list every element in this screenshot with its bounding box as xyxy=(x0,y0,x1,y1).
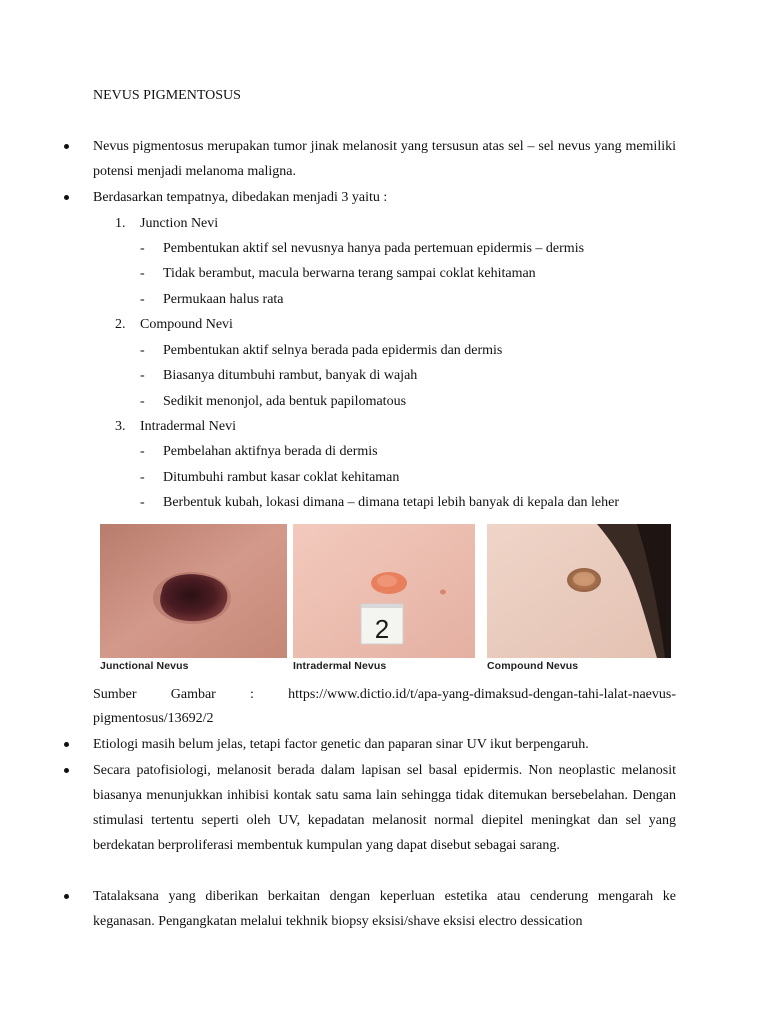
item-name: Junction Nevi xyxy=(140,216,219,231)
dash-item-text: Berbentuk kubah, lokasi dimana – dimana tetapi lebih banyak di kepala dan leher xyxy=(163,495,620,510)
bullet-item xyxy=(64,758,676,858)
numbered-item-junction-nevi xyxy=(115,211,218,236)
dash-icon: - xyxy=(140,444,145,459)
item-number: 3. xyxy=(115,419,126,434)
junctional-nevus-photo xyxy=(100,524,287,658)
compound-nevus-photo xyxy=(487,524,671,658)
dash-item xyxy=(140,490,619,515)
dash-item-text: Permukaan halus rata xyxy=(163,292,284,307)
dash-item-text: Pembentukan aktif selnya berada pada epidermis dan dermis xyxy=(163,343,503,358)
dash-item-text: Tidak berambut, macula berwarna terang sampai coklat kehitaman xyxy=(163,266,536,281)
bullet-item xyxy=(64,884,676,934)
dash-item xyxy=(140,439,378,464)
source-url-part-2: pigmentosus/13692/2 xyxy=(93,711,214,726)
source-word: : xyxy=(250,687,254,702)
item-number: 1. xyxy=(115,216,126,231)
caption-junctional-nevus: Junctional Nevus xyxy=(100,660,189,672)
bullet-text: Berdasarkan tempatnya, dibedakan menjadi 3 yaitu : xyxy=(93,190,388,205)
dash-item-text: Ditumbuhi rambut kasar coklat kehitaman xyxy=(163,470,400,485)
dash-icon: - xyxy=(140,343,145,358)
dash-item xyxy=(140,261,536,286)
source-word: Gambar xyxy=(170,687,216,702)
bullet-dot-icon xyxy=(64,768,69,773)
bullet-dot-icon xyxy=(64,144,69,149)
bullet-text: Etiologi masih belum jelas, tetapi factor genetic dan paparan sinar UV ikut berpengaruh. xyxy=(93,737,589,752)
dash-item-text: Pembelahan aktifnya berada di dermis xyxy=(163,444,378,459)
dash-item xyxy=(140,465,399,490)
bullet-item xyxy=(64,185,676,210)
dash-item xyxy=(140,389,406,414)
numbered-item-compound-nevi xyxy=(115,312,233,337)
dash-item xyxy=(140,338,502,363)
numbered-item-intradermal-nevi xyxy=(115,414,236,439)
document-title: NEVUS PIGMENTOSUS xyxy=(93,88,241,103)
dash-icon: - xyxy=(140,394,145,409)
bullet-item xyxy=(64,134,676,184)
dash-icon: - xyxy=(140,241,145,256)
dash-item-text: Pembentukan aktif sel nevusnya hanya pada pertemuan epidermis – dermis xyxy=(163,241,585,256)
dash-icon: - xyxy=(140,292,145,307)
dash-item xyxy=(140,363,417,388)
intradermal-nevus-photo xyxy=(293,524,475,658)
bullet-dot-icon xyxy=(64,195,69,200)
dash-icon: - xyxy=(140,495,145,510)
dash-icon: - xyxy=(140,266,145,281)
dash-item-text: Sedikit menonjol, ada bentuk papilomatous xyxy=(163,394,407,409)
caption-compound-nevus: Compound Nevus xyxy=(487,660,579,672)
item-number: 2. xyxy=(115,317,126,332)
bullet-dot-icon xyxy=(64,894,69,899)
source-line-1 xyxy=(93,683,676,707)
bullet-text: Tatalaksana yang diberikan berkaitan dengan keperluan estetika atau cenderung mengarah ke keganasan. Pengangkatan melalui tekhnik biopsy eksisi/shave eksisi electro dessication xyxy=(93,889,676,929)
bullet-dot-icon xyxy=(64,742,69,747)
source-word: Sumber xyxy=(93,687,137,702)
dash-item-text: Biasanya ditumbuhi rambut, banyak di wajah xyxy=(163,368,418,383)
bullet-text: Secara patofisiologi, melanosit berada dalam lapisan sel basal epidermis. Non neoplastic melanosit biasanya menunjukkan inhibisi kontak satu sama lain sehingga tidak ditemukan bersebelahan. Dengan stimulasi tertentu seperti oleh UV, kepadatan melanosit normal diepitel meningkat dan sel yang berdekatan berproliferasi membentuk kumpulan yang dapat disebut sebagai sarang. xyxy=(93,763,676,853)
bullet-text: Nevus pigmentosus merupakan tumor jinak melanosit yang tersusun atas sel – sel nevus yang memiliki potensi menjadi melanoma maligna. xyxy=(93,139,676,179)
marker-number: 2 xyxy=(374,614,390,644)
dash-item xyxy=(140,236,584,261)
source-url-part-1: https://www.dictio.id/t/apa-yang-dimaksud-dengan-tahi-lalat-naevus- xyxy=(288,687,676,702)
dash-item xyxy=(140,287,284,312)
dash-icon: - xyxy=(140,368,145,383)
image-source xyxy=(93,683,676,731)
nevus-figure xyxy=(100,521,671,674)
dash-icon: - xyxy=(140,470,145,485)
item-name: Compound Nevi xyxy=(140,317,233,332)
item-name: Intradermal Nevi xyxy=(140,419,237,434)
caption-intradermal-nevus: Intradermal Nevus xyxy=(293,660,387,672)
bullet-item xyxy=(64,732,676,757)
